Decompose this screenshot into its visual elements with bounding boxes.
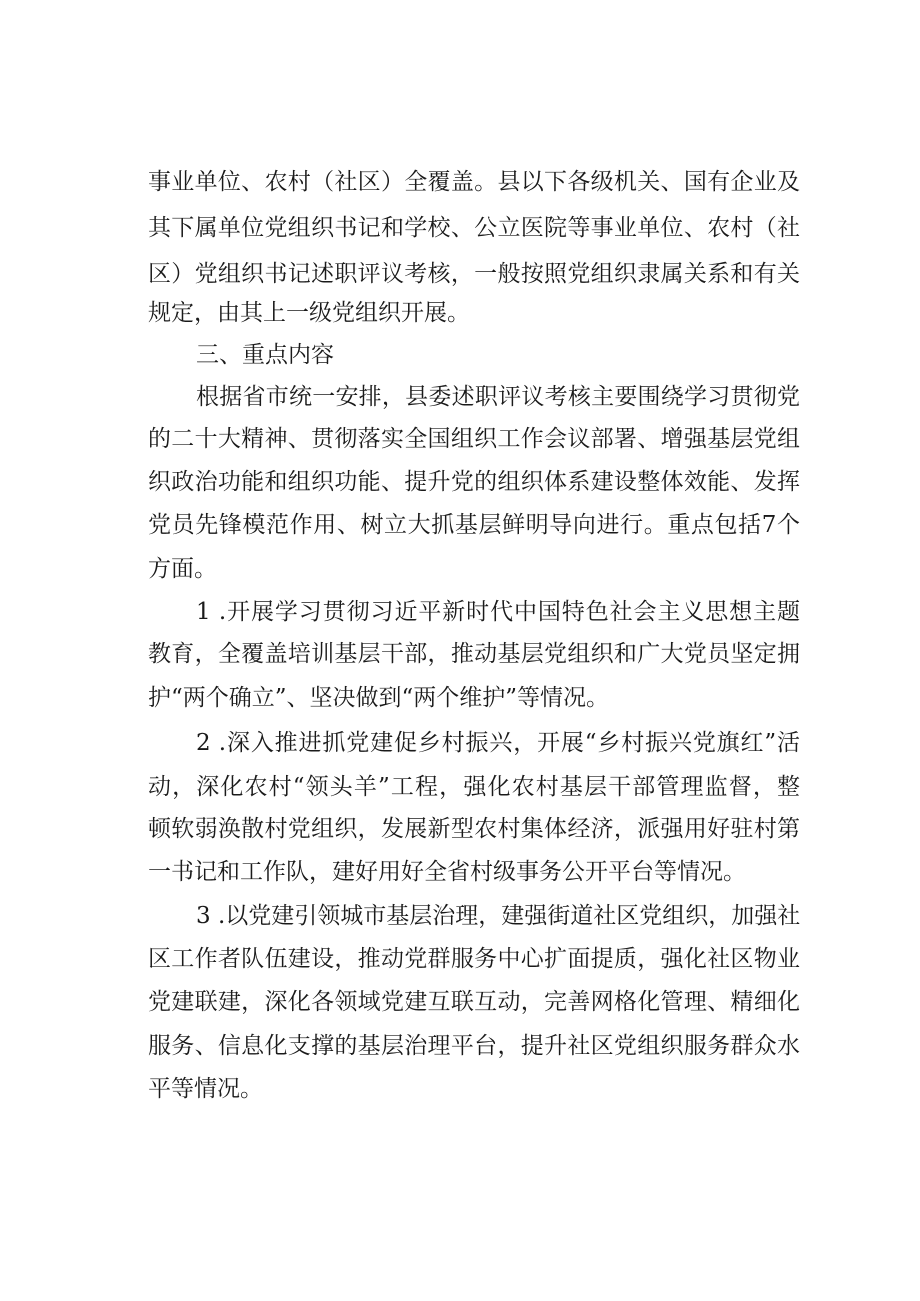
item3-line-5: 平等情况。 <box>148 1076 263 1102</box>
section-heading: 三、重点内容 <box>196 342 334 368</box>
item1-line-2: 教育，全覆盖培训基层干部，推动基层党组织和广大党员坚定拥 <box>148 641 800 667</box>
item1-line-1: 1 .开展学习贯彻习近平新时代中国特色社会主义思想主题 <box>196 599 800 625</box>
intro-line-2: 其下属单位党组织书记和学校、公立医院等事业单位、农村（社 <box>148 215 800 241</box>
section-line-4: 党员先锋模范作用、树立大抓基层鲜明导向进行。重点包括7个 <box>148 512 800 538</box>
intro-line-3: 区）党组织书记述职评议考核，一般按照党组织隶属关系和有关 <box>148 261 800 287</box>
item3-line-2: 区工作者队伍建设，推动党群服务中心扩面提质，强化社区物业 <box>148 946 800 972</box>
item1-line-3: 护“两个确立”、坚决做到“两个维护”等情况。 <box>148 685 610 711</box>
section-line-2: 的二十大精神、贯彻落实全国组织工作会议部署、增强基层党组 <box>148 426 800 452</box>
section-line-3: 织政治功能和组织功能、提升党的组织体系建设整体效能、发挥 <box>148 469 800 495</box>
item3-line-1: 3 .以党建引领城市基层治理，建强街道社区党组织，加强社 <box>196 903 800 929</box>
item2-line-2: 动，深化农村“领头羊”工程，强化农村基层干部管理监督，整 <box>148 774 800 800</box>
item3-line-4: 服务、信息化支撑的基层治理平台，提升社区党组织服务群众水 <box>148 1033 800 1059</box>
section-line-1: 根据省市统一安排，县委述职评议考核主要围绕学习贯彻党 <box>196 384 800 410</box>
item3-line-3: 党建联建，深化各领域党建互联互动，完善网格化管理、精细化 <box>148 989 800 1015</box>
intro-line-4: 规定，由其上一级党组织开展。 <box>148 300 470 326</box>
item2-line-3: 顿软弱涣散村党组织，发展新型农村集体经济，派强用好驻村第 <box>148 816 800 842</box>
section-line-5: 方面。 <box>148 556 217 582</box>
intro-line-1: 事业单位、农村（社区）全覆盖。县以下各级机关、国有企业及 <box>148 169 800 195</box>
item2-line-1: 2 .深入推进抓党建促乡村振兴，开展“乡村振兴党旗红”活 <box>196 730 800 756</box>
item2-line-4: 一书记和工作队，建好用好全省村级事务公开平台等情况。 <box>148 859 746 885</box>
